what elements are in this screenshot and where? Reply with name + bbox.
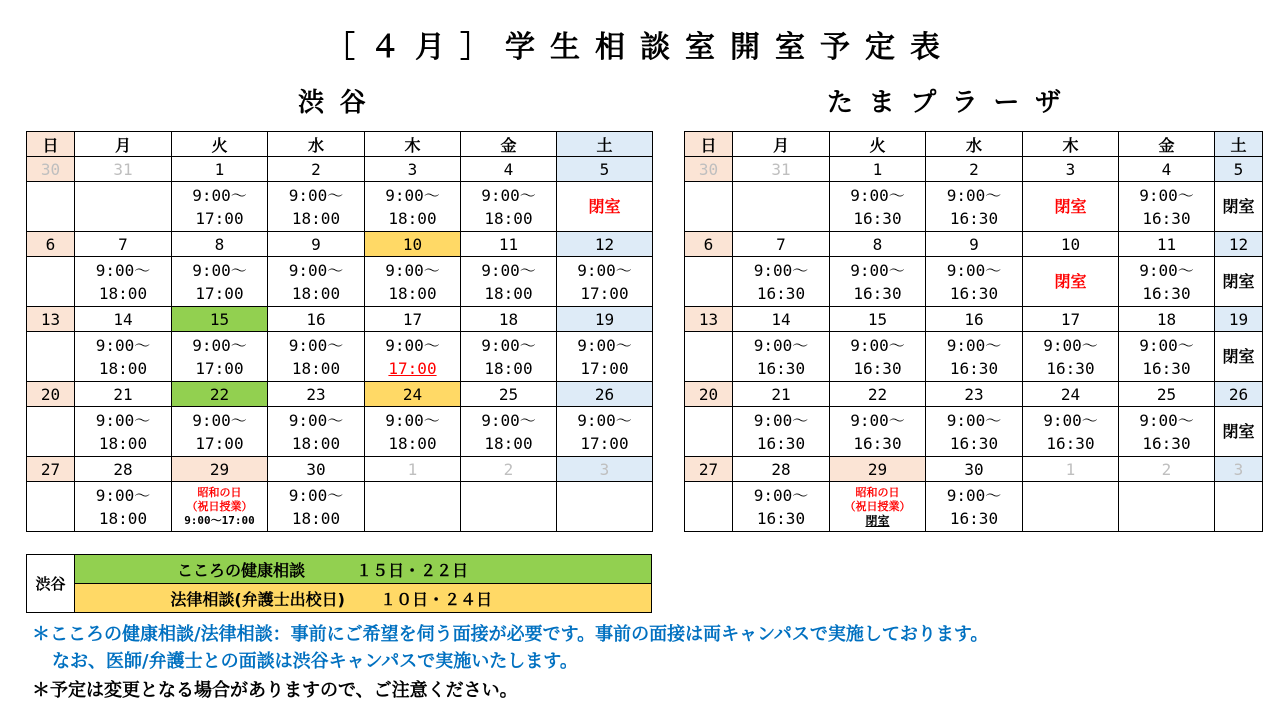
hours-end: 17:00 — [195, 433, 244, 453]
date-cell: 30 — [268, 457, 365, 482]
date-cell: 15 — [830, 307, 926, 332]
legend-legal-label: 法律相談(弁護士出校日) — [170, 589, 345, 609]
hours-start: 9:00～ — [288, 485, 344, 505]
hours-end: 18:00 — [484, 433, 533, 453]
empty-cell — [685, 182, 733, 232]
hours-cell — [1023, 332, 1119, 382]
hours-cell — [461, 257, 557, 307]
weekday-header: 金 — [1119, 132, 1215, 157]
date-cell: 15 — [172, 307, 268, 332]
hours-start: 9:00～ — [946, 185, 1002, 205]
weekday-header: 月 — [733, 132, 830, 157]
date-cell: 5 — [557, 157, 653, 182]
hours-start: 9:00～ — [481, 260, 536, 280]
closed-label: 閉室 — [557, 182, 653, 232]
hours-end: 16:30 — [949, 358, 999, 378]
hours-cell — [172, 182, 268, 232]
date-cell: 8 — [172, 232, 268, 257]
empty-cell — [27, 407, 75, 457]
empty-cell — [27, 332, 75, 382]
date-cell: 19 — [1215, 307, 1263, 332]
hours-end: 16:30 — [1046, 358, 1095, 378]
date-cell: 11 — [461, 232, 557, 257]
hours-start: 9:00～ — [946, 485, 1002, 505]
hours-end: 18:00 — [388, 433, 437, 453]
date-cell: 8 — [830, 232, 926, 257]
hours-end: 16:30 — [949, 283, 999, 303]
hours-start: 9:00～ — [481, 410, 536, 430]
holiday-hours: 9:00～17:00 — [184, 513, 255, 527]
hours-start: 9:00～ — [753, 335, 809, 355]
hours-start: 9:00～ — [192, 335, 247, 355]
date-cell: 10 — [365, 232, 461, 257]
hours-cell — [830, 407, 926, 457]
hours-start: 9:00～ — [95, 335, 151, 355]
empty-cell — [1023, 482, 1119, 532]
hours-start: 9:00～ — [95, 485, 151, 505]
closed-label: 閉室 — [1215, 407, 1263, 457]
legend-legal-days: １０日・２４日 — [380, 589, 493, 609]
hours-cell — [75, 257, 172, 307]
hours-cell — [268, 407, 365, 457]
weekday-header: 火 — [830, 132, 926, 157]
hours-cell — [268, 482, 365, 532]
campus-title-tamaplaza: たまプラーザ — [827, 88, 1077, 118]
date-cell: 21 — [733, 382, 830, 407]
legend-consult-days: １５日・２２日 — [356, 560, 469, 580]
weekday-header: 水 — [926, 132, 1023, 157]
date-cell: 13 — [685, 307, 733, 332]
hours-cell — [1119, 257, 1215, 307]
hours-start: 9:00～ — [288, 185, 344, 205]
empty-cell — [1215, 482, 1263, 532]
holiday-name: 昭和の日 — [197, 485, 242, 499]
hours-cell — [830, 332, 926, 382]
date-cell: 17 — [365, 307, 461, 332]
hours-cell — [557, 332, 653, 382]
legend-campus: 渋谷 — [27, 555, 75, 613]
hours-start: 9:00～ — [1043, 335, 1098, 355]
holiday-note: （祝日授業） — [186, 499, 253, 513]
empty-cell — [27, 182, 75, 232]
hours-start: 9:00～ — [481, 335, 536, 355]
date-cell: 26 — [1215, 382, 1263, 407]
date-cell: 13 — [27, 307, 75, 332]
closed-label: 閉室 — [1023, 257, 1119, 307]
date-cell: 31 — [75, 157, 172, 182]
date-cell: 2 — [268, 157, 365, 182]
hours-end: 17:00 — [388, 358, 437, 378]
empty-cell — [685, 332, 733, 382]
hours-end: 18:00 — [98, 433, 148, 453]
hours-cell — [830, 182, 926, 232]
date-cell: 2 — [461, 457, 557, 482]
closed-label: 閉室 — [1215, 332, 1263, 382]
hours-cell — [830, 257, 926, 307]
hours-start: 9:00～ — [577, 260, 632, 280]
hours-start: 9:00～ — [577, 410, 632, 430]
date-cell: 11 — [1119, 232, 1215, 257]
hours-end: 16:30 — [853, 358, 902, 378]
empty-cell — [685, 482, 733, 532]
date-cell: 1 — [365, 457, 461, 482]
hours-end: 16:30 — [1142, 208, 1191, 228]
date-cell: 19 — [557, 307, 653, 332]
empty-cell — [75, 182, 172, 232]
date-cell: 30 — [685, 157, 733, 182]
hours-end: 16:30 — [756, 358, 806, 378]
hours-cell — [1119, 407, 1215, 457]
hours-end: 17:00 — [195, 283, 244, 303]
date-cell: 14 — [733, 307, 830, 332]
date-cell: 14 — [75, 307, 172, 332]
hours-start: 9:00～ — [385, 260, 440, 280]
hours-cell — [75, 332, 172, 382]
date-cell: 26 — [557, 382, 653, 407]
date-cell: 4 — [461, 157, 557, 182]
page-title: ［４月］学生相談室開室予定表 — [325, 30, 955, 65]
date-cell: 7 — [733, 232, 830, 257]
closed-label: 閉室 — [865, 513, 890, 528]
hours-start: 9:00～ — [753, 410, 809, 430]
hours-start: 9:00～ — [481, 185, 536, 205]
note-line-2: なお、医師/弁護士との面談は渋谷キャンパスで実施いたします。 — [52, 651, 578, 672]
weekday-header: 金 — [461, 132, 557, 157]
hours-cell — [733, 482, 830, 532]
hours-start: 9:00～ — [753, 485, 809, 505]
hours-cell — [461, 182, 557, 232]
holiday-cell — [172, 482, 268, 532]
hours-end: 16:30 — [1142, 358, 1191, 378]
hours-cell — [926, 182, 1023, 232]
weekday-header: 火 — [172, 132, 268, 157]
date-cell: 20 — [685, 382, 733, 407]
hours-start: 9:00～ — [946, 260, 1002, 280]
date-cell: 18 — [461, 307, 557, 332]
hours-start: 9:00～ — [1139, 260, 1194, 280]
hours-cell — [172, 257, 268, 307]
hours-end: 16:30 — [853, 208, 902, 228]
hours-end: 18:00 — [291, 433, 341, 453]
date-cell: 25 — [1119, 382, 1215, 407]
calendar-shibuya — [26, 131, 653, 532]
date-cell: 18 — [1119, 307, 1215, 332]
weekday-header: 木 — [365, 132, 461, 157]
hours-start: 9:00～ — [288, 260, 344, 280]
date-cell: 1 — [1023, 457, 1119, 482]
date-cell: 6 — [685, 232, 733, 257]
campus-title-shibuya: 渋谷 — [298, 88, 382, 118]
date-cell: 17 — [1023, 307, 1119, 332]
empty-cell — [685, 407, 733, 457]
hours-end: 16:30 — [1046, 433, 1095, 453]
weekday-header: 木 — [1023, 132, 1119, 157]
date-cell: 24 — [365, 382, 461, 407]
date-cell: 28 — [733, 457, 830, 482]
date-cell: 2 — [926, 157, 1023, 182]
hours-start: 9:00～ — [850, 185, 905, 205]
hours-cell — [1119, 182, 1215, 232]
hours-start: 9:00～ — [577, 335, 632, 355]
date-cell: 21 — [75, 382, 172, 407]
empty-cell — [1119, 482, 1215, 532]
hours-cell — [1023, 407, 1119, 457]
hours-start: 9:00～ — [1139, 335, 1194, 355]
hours-end: 18:00 — [98, 358, 148, 378]
hours-start: 9:00～ — [192, 410, 247, 430]
hours-end: 16:30 — [1142, 433, 1191, 453]
hours-cell — [365, 332, 461, 382]
weekday-header: 水 — [268, 132, 365, 157]
date-cell: 30 — [926, 457, 1023, 482]
holiday-note: （祝日授業） — [844, 499, 911, 513]
date-cell: 2 — [1119, 457, 1215, 482]
hours-cell — [461, 332, 557, 382]
hours-cell — [172, 332, 268, 382]
date-cell: 27 — [685, 457, 733, 482]
hours-end: 16:30 — [949, 208, 999, 228]
hours-start: 9:00～ — [1139, 185, 1194, 205]
hours-end: 16:30 — [853, 433, 902, 453]
weekday-header: 土 — [1215, 132, 1263, 157]
date-cell: 1 — [830, 157, 926, 182]
hours-cell — [926, 407, 1023, 457]
weekday-header: 土 — [557, 132, 653, 157]
date-cell: 12 — [1215, 232, 1263, 257]
hours-end: 16:30 — [949, 433, 999, 453]
date-cell: 27 — [27, 457, 75, 482]
empty-cell — [27, 482, 75, 532]
date-cell: 7 — [75, 232, 172, 257]
empty-cell — [365, 482, 461, 532]
hours-end: 18:00 — [98, 508, 148, 528]
date-cell: 28 — [75, 457, 172, 482]
hours-start: 9:00～ — [850, 335, 905, 355]
date-cell: 4 — [1119, 157, 1215, 182]
hours-end: 18:00 — [388, 283, 437, 303]
hours-start: 9:00～ — [385, 410, 440, 430]
hours-cell — [1119, 332, 1215, 382]
hours-end: 16:30 — [853, 283, 902, 303]
hours-end: 17:00 — [195, 208, 244, 228]
hours-start: 9:00～ — [95, 260, 151, 280]
hours-end: 18:00 — [291, 358, 341, 378]
hours-end: 17:00 — [580, 433, 629, 453]
date-cell: 24 — [1023, 382, 1119, 407]
hours-end: 16:30 — [756, 283, 806, 303]
hours-cell — [733, 407, 830, 457]
date-cell: 23 — [268, 382, 365, 407]
date-cell: 12 — [557, 232, 653, 257]
hours-end: 17:00 — [195, 358, 244, 378]
hours-start: 9:00～ — [288, 335, 344, 355]
hours-cell — [926, 257, 1023, 307]
date-cell: 22 — [830, 382, 926, 407]
date-cell: 31 — [733, 157, 830, 182]
hours-end: 18:00 — [484, 208, 533, 228]
hours-start: 9:00～ — [1043, 410, 1098, 430]
date-cell: 22 — [172, 382, 268, 407]
hours-start: 9:00～ — [192, 260, 247, 280]
date-cell: 29 — [172, 457, 268, 482]
date-cell: 30 — [27, 157, 75, 182]
hours-start: 9:00～ — [850, 260, 905, 280]
hours-start: 9:00～ — [288, 410, 344, 430]
hours-start: 9:00～ — [385, 335, 440, 355]
hours-start: 9:00～ — [850, 410, 905, 430]
hours-cell — [733, 332, 830, 382]
holiday-cell — [830, 482, 926, 532]
date-cell: 20 — [27, 382, 75, 407]
hours-cell — [268, 182, 365, 232]
date-cell: 3 — [1023, 157, 1119, 182]
hours-end: 18:00 — [484, 283, 533, 303]
closed-label: 閉室 — [1215, 182, 1263, 232]
hours-end: 16:30 — [756, 433, 806, 453]
hours-end: 17:00 — [580, 358, 629, 378]
date-cell: 9 — [268, 232, 365, 257]
hours-end: 18:00 — [98, 283, 148, 303]
hours-end: 18:00 — [388, 208, 437, 228]
hours-cell — [75, 407, 172, 457]
empty-cell — [557, 482, 653, 532]
hours-start: 9:00～ — [753, 260, 809, 280]
hours-cell — [365, 257, 461, 307]
hours-end: 18:00 — [291, 283, 341, 303]
weekday-header: 日 — [27, 132, 75, 157]
empty-cell — [685, 257, 733, 307]
hours-cell — [268, 332, 365, 382]
date-cell: 3 — [557, 457, 653, 482]
calendar-tamaplaza — [684, 131, 1263, 532]
date-cell: 3 — [365, 157, 461, 182]
hours-start: 9:00～ — [946, 335, 1002, 355]
hours-end: 16:30 — [949, 508, 999, 528]
hours-start: 9:00～ — [1139, 410, 1194, 430]
hours-start: 9:00～ — [192, 185, 247, 205]
hours-cell — [268, 257, 365, 307]
date-cell: 6 — [27, 232, 75, 257]
empty-cell — [461, 482, 557, 532]
date-cell: 16 — [926, 307, 1023, 332]
closed-label: 閉室 — [1023, 182, 1119, 232]
holiday-name: 昭和の日 — [855, 485, 900, 499]
consultation-legend — [26, 554, 652, 613]
date-cell: 9 — [926, 232, 1023, 257]
hours-cell — [172, 407, 268, 457]
hours-cell — [365, 407, 461, 457]
hours-end: 16:30 — [756, 508, 806, 528]
weekday-header: 日 — [685, 132, 733, 157]
empty-cell — [733, 182, 830, 232]
hours-end: 18:00 — [484, 358, 533, 378]
date-cell: 23 — [926, 382, 1023, 407]
hours-end: 16:30 — [1142, 283, 1191, 303]
hours-cell — [557, 407, 653, 457]
date-cell: 5 — [1215, 157, 1263, 182]
hours-cell — [733, 257, 830, 307]
hours-cell — [461, 407, 557, 457]
hours-start: 9:00～ — [95, 410, 151, 430]
closed-label: 閉室 — [1215, 257, 1263, 307]
hours-end: 17:00 — [580, 283, 629, 303]
legend-row-consult — [75, 555, 652, 584]
hours-cell — [926, 332, 1023, 382]
note-line-1: ＊こころの健康相談/法律相談：事前にご希望を伺う面接が必要です。事前の面接は両キャンパスで実施しております。 — [32, 624, 989, 645]
date-cell: 16 — [268, 307, 365, 332]
empty-cell — [27, 257, 75, 307]
legend-consult-label: こころの健康相談 — [176, 560, 305, 580]
date-cell: 25 — [461, 382, 557, 407]
hours-cell — [926, 482, 1023, 532]
date-cell: 3 — [1215, 457, 1263, 482]
note-line-3: ＊予定は変更となる場合がありますので、ご注意ください。 — [32, 680, 518, 701]
hours-end: 18:00 — [291, 208, 341, 228]
legend-row-legal — [75, 584, 652, 613]
hours-cell — [75, 482, 172, 532]
hours-end: 18:00 — [291, 508, 341, 528]
hours-cell — [365, 182, 461, 232]
hours-start: 9:00～ — [385, 185, 440, 205]
hours-cell — [557, 257, 653, 307]
weekday-header: 月 — [75, 132, 172, 157]
date-cell: 1 — [172, 157, 268, 182]
date-cell: 10 — [1023, 232, 1119, 257]
date-cell: 29 — [830, 457, 926, 482]
hours-start: 9:00～ — [946, 410, 1002, 430]
